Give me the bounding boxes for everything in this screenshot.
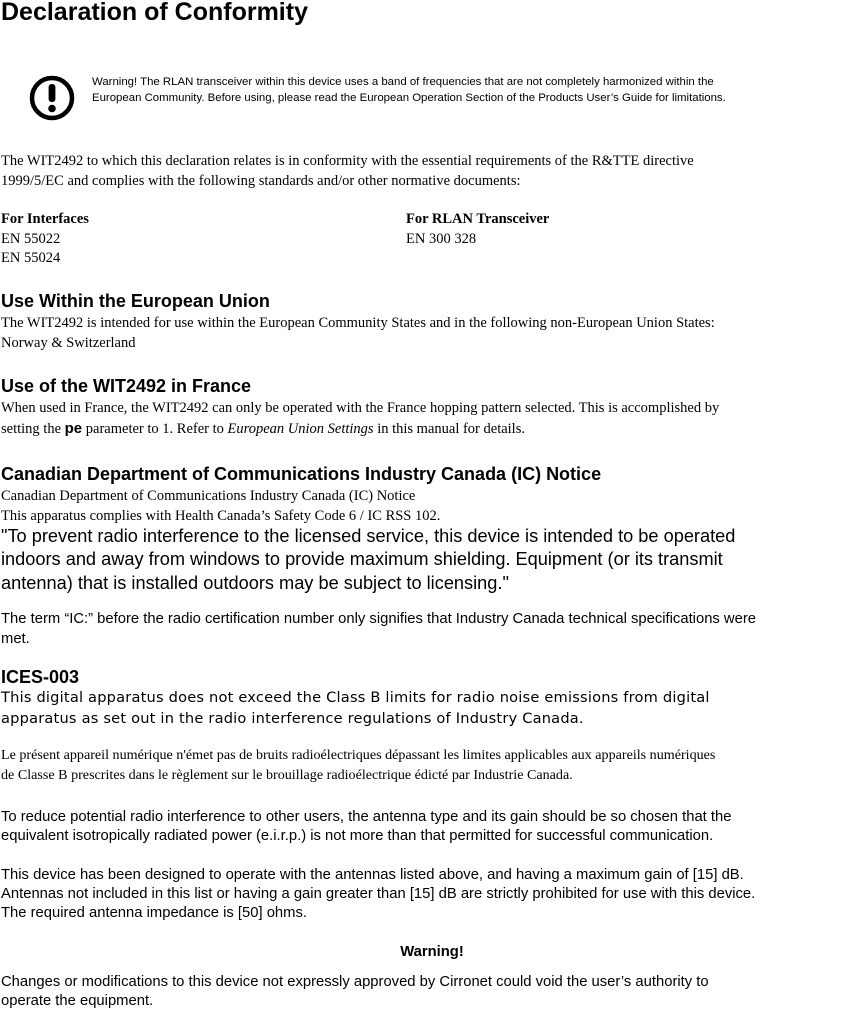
text-fragment: setting the [1, 421, 65, 437]
section-text: This apparatus complies with Health Canada’s Safety Code 6 / IC RSS 102. [1, 508, 441, 524]
section-text: Norway & Switzerland [1, 335, 136, 351]
warning-text-line: European Community. Before using, please read the European Operation Section of the Products User’s Guide for limitations. [92, 92, 726, 104]
section-heading: Use Within the European Union [1, 291, 270, 311]
antenna-text: equivalent isotropically radiated power (e.i.r.p.) is not more than that permitted for successful communication. [1, 828, 714, 844]
warning-text: Changes or modifications to this device not expressly approved by Cirronet could void the user’s authority to [1, 974, 709, 990]
ic-quote: indoors and away from windows to provide maximum shielding. Equipment (or its transmit [1, 549, 723, 569]
warning-heading: Warning! [400, 944, 464, 960]
warning-text-line: Warning! The RLAN transceiver within this device uses a band of frequencies that are not completely harmonized within the [92, 76, 714, 88]
manual-reference: European Union Settings [227, 421, 374, 437]
ic-quote: "To prevent radio interference to the licensed service, this device is intended to be operated [1, 526, 736, 546]
ices-english-text: This digital apparatus does not exceed the Class B limits for radio noise emissions from digital [1, 689, 710, 706]
interfaces-heading: For Interfaces [1, 211, 89, 227]
section-text: Canadian Department of Communications Industry Canada (IC) Notice [1, 488, 416, 504]
rlan-heading: For RLAN Transceiver [406, 211, 550, 227]
ices-french-text: Le présent appareil numérique n'émet pas de bruits radioélectriques dépassant les limites applicables aux appareils numériques [1, 747, 716, 763]
ices-english-text: apparatus as set out in the radio interference regulations of Industry Canada. [1, 710, 584, 727]
text-fragment: parameter to 1. Refer to [82, 421, 228, 437]
section-heading: ICES-003 [1, 667, 80, 687]
warning-text: operate the equipment. [1, 993, 154, 1009]
section-text: The WIT2492 is intended for use within the European Community States and in the following non-European Union States: [1, 315, 715, 331]
antenna-text: This device has been designed to operate with the antennas listed above, and having a maximum gain of [15] dB. [1, 867, 744, 883]
ices-french-text: de Classe B prescrites dans le règlement sur le brouillage radioélectrique édicté par Industrie Canada. [1, 767, 573, 783]
standard-item: EN 55022 [1, 231, 61, 247]
standard-item: EN 55024 [1, 250, 61, 266]
antenna-text: Antennas not included in this list or having a gain greater than [15] dB are strictly prohibited for use with this device. [1, 886, 756, 902]
parameter-name: pe [64, 420, 83, 437]
section-text [1, 419, 525, 439]
section-heading: Canadian Department of Communications Industry Canada (IC) Notice [1, 464, 602, 484]
standard-item: EN 300 328 [406, 231, 477, 247]
ic-quote: antenna) that is installed outdoors may be subject to licensing." [1, 573, 509, 593]
antenna-text: The required antenna impedance is [50] ohms. [1, 905, 307, 921]
page-title: Declaration of Conformity [1, 0, 308, 26]
section-heading: Use of the WIT2492 in France [1, 376, 252, 396]
conformity-text: The WIT2492 to which this declaration relates is in conformity with the essential requirements of the R&TTE directive [1, 153, 694, 169]
exclamation-circle-icon [29, 75, 75, 121]
ic-term-text: met. [1, 631, 30, 647]
conformity-text: 1999/5/EC and complies with the following standards and/or other normative documents: [1, 173, 521, 189]
antenna-text: To reduce potential radio interference to other users, the antenna type and its gain should be so chosen that the [1, 809, 732, 825]
text-fragment: in this manual for details. [373, 421, 525, 437]
section-text: When used in France, the WIT2492 can only be operated with the France hopping pattern selected. This is accomplished by [1, 400, 720, 416]
ic-term-text: The term “IC:” before the radio certification number only signifies that Industry Canada technical specifications were [1, 611, 757, 627]
